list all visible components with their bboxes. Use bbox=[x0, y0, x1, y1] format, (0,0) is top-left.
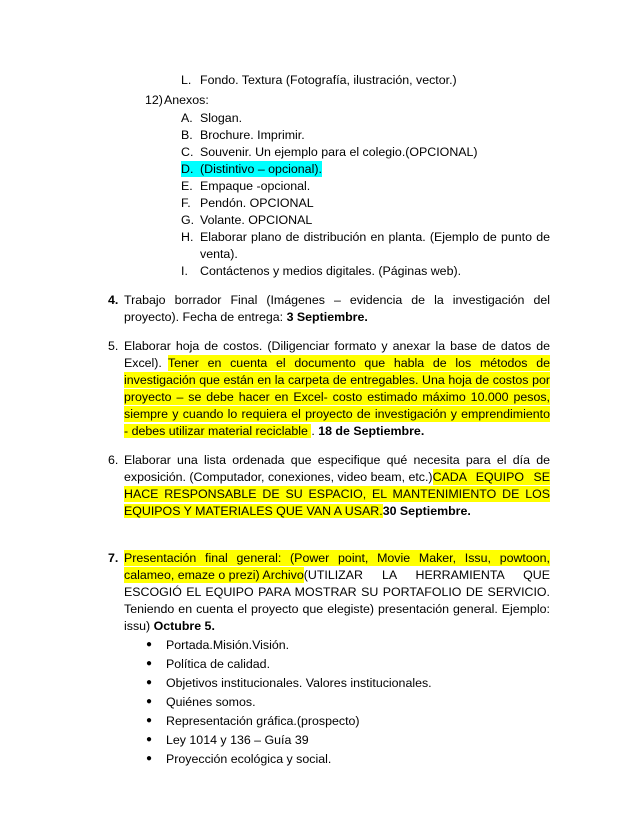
bullet-icon: ● bbox=[146, 696, 153, 707]
highlighted-text: - debes utilizar material reciclable bbox=[124, 424, 312, 438]
bullet-icon: ● bbox=[146, 639, 153, 650]
date-bold: 30 Septiembre. bbox=[382, 504, 471, 518]
section-number: 5. bbox=[108, 339, 119, 353]
list-item-text: Elaborar plano de distribución en planta. (Ejemplo de punto de bbox=[200, 230, 550, 244]
paragraph-line bbox=[124, 423, 424, 439]
highlighted-text: Presentación final general: (Power point, Movie Maker, Issu, powtoon, bbox=[124, 551, 550, 565]
list-item-text-highlighted: (Distintivo – opcional). bbox=[200, 162, 322, 176]
paragraph-line: Elaborar una lista ordenada que especifique qué necesita para el día de bbox=[124, 453, 550, 467]
list-item-text: Pendón. OPCIONAL bbox=[200, 196, 314, 210]
highlighted-text: CADA EQUIPO SE bbox=[432, 470, 550, 484]
date-bold: Octubre 5. bbox=[153, 619, 215, 633]
section-number: 6. bbox=[108, 453, 119, 467]
highlighted-text: siempre y cuando lo requiera el proyecto de investigación y emprendimiento bbox=[124, 407, 550, 421]
list-marker: G. bbox=[181, 213, 195, 227]
highlighted-text: EQUIPOS Y MATERIALES QUE VAN A USAR. bbox=[124, 504, 383, 518]
bullet-item: Objetivos institucionales. Valores institucionales. bbox=[166, 676, 432, 690]
text-run: (UTILIZAR LA HERRAMIENTA QUE bbox=[303, 568, 550, 582]
bullet-icon: ● bbox=[146, 658, 153, 669]
list-marker: H. bbox=[181, 230, 194, 244]
highlighted-text: calameo, emaze o prezi) Archivo bbox=[124, 568, 304, 582]
list-marker: B. bbox=[181, 128, 193, 142]
bullet-item: Proyección ecológica y social. bbox=[166, 752, 332, 766]
paragraph-line: ESCOGIÓ EL EQUIPO PARA MOSTRAR SU PORTAFOLIO DE SERVICIO. bbox=[124, 585, 550, 599]
paragraph-line bbox=[124, 309, 368, 325]
bullet-item: Quiénes somos. bbox=[166, 695, 256, 709]
paragraph-line bbox=[124, 503, 471, 519]
list-item-text: Volante. OPCIONAL bbox=[200, 213, 313, 227]
section-number: 12) bbox=[145, 93, 163, 107]
highlighted-text: HACE RESPONSABLE DE SU ESPACIO, EL MANTENIMIENTO DE LOS bbox=[124, 487, 550, 501]
list-marker-highlighted: D. bbox=[181, 161, 201, 177]
list-item-text-cont: venta). bbox=[200, 247, 238, 261]
bullet-item: Portada.Misión.Visión. bbox=[166, 638, 290, 652]
date-bold: 3 Septiembre. bbox=[286, 310, 368, 324]
list-marker: F. bbox=[181, 196, 191, 210]
paragraph-line: Elaborar hoja de costos. (Diligenciar formato y anexar la base de datos de bbox=[124, 339, 550, 353]
list-item-text: Contáctenos y medios digitales. (Páginas web). bbox=[200, 264, 462, 278]
list-item-text: Fondo. Textura (Fotografía, ilustración, vector.) bbox=[200, 73, 457, 87]
bullet-icon: ● bbox=[146, 677, 153, 688]
bullet-item: Representación gráfica.(prospecto) bbox=[166, 714, 360, 728]
list-marker: A. bbox=[181, 111, 193, 125]
text-run: Excel). bbox=[124, 356, 162, 370]
highlighted-text: Tener en cuenta el documento que habla de los métodos de bbox=[167, 356, 550, 370]
list-item-text: Empaque -opcional. bbox=[200, 179, 311, 193]
highlighted-text: investigación que están en la carpeta de entregables. Una hoja de costos por bbox=[124, 373, 550, 387]
list-item-text: Slogan. bbox=[200, 111, 243, 125]
section-number: 7. bbox=[108, 551, 119, 565]
paragraph-line bbox=[124, 567, 550, 583]
section-number: 4. bbox=[108, 293, 119, 307]
list-item-text: Brochure. Imprimir. bbox=[200, 128, 305, 142]
paragraph-line: Teniendo en cuenta el proyecto que elegiste) presentación general. Ejemplo: bbox=[124, 602, 550, 616]
date-bold: 18 de Septiembre. bbox=[318, 424, 425, 438]
bullet-icon: ● bbox=[146, 715, 153, 726]
highlighted-text: proyecto – se debe hacer en Excel- costo estimado máximo 10.000 pesos, bbox=[124, 390, 550, 404]
list-item-text: Souvenir. Un ejemplo para el colegio.(OPCIONAL) bbox=[200, 145, 478, 159]
list-marker: L. bbox=[181, 73, 192, 87]
list-marker: E. bbox=[181, 179, 193, 193]
bullet-item: Ley 1014 y 136 – Guía 39 bbox=[166, 733, 309, 747]
list-marker: I. bbox=[181, 264, 188, 278]
bullet-icon: ● bbox=[146, 734, 153, 745]
paragraph-line bbox=[124, 618, 215, 634]
text-run: proyecto). Fecha de entrega: bbox=[124, 310, 287, 324]
bullet-icon: ● bbox=[146, 753, 153, 764]
paragraph-line: Trabajo borrador Final (Imágenes – evidencia de la investigación del bbox=[124, 293, 550, 307]
paragraph-line bbox=[124, 355, 550, 371]
paragraph-line bbox=[124, 469, 550, 485]
text-run: . bbox=[311, 424, 319, 438]
bullet-item: Política de calidad. bbox=[166, 657, 271, 671]
section-title: Anexos: bbox=[164, 93, 209, 107]
text-run: exposición. (Computador, conexiones, video beam, etc.) bbox=[124, 470, 433, 484]
list-marker: C. bbox=[181, 145, 194, 159]
text-run: issu) bbox=[124, 619, 154, 633]
